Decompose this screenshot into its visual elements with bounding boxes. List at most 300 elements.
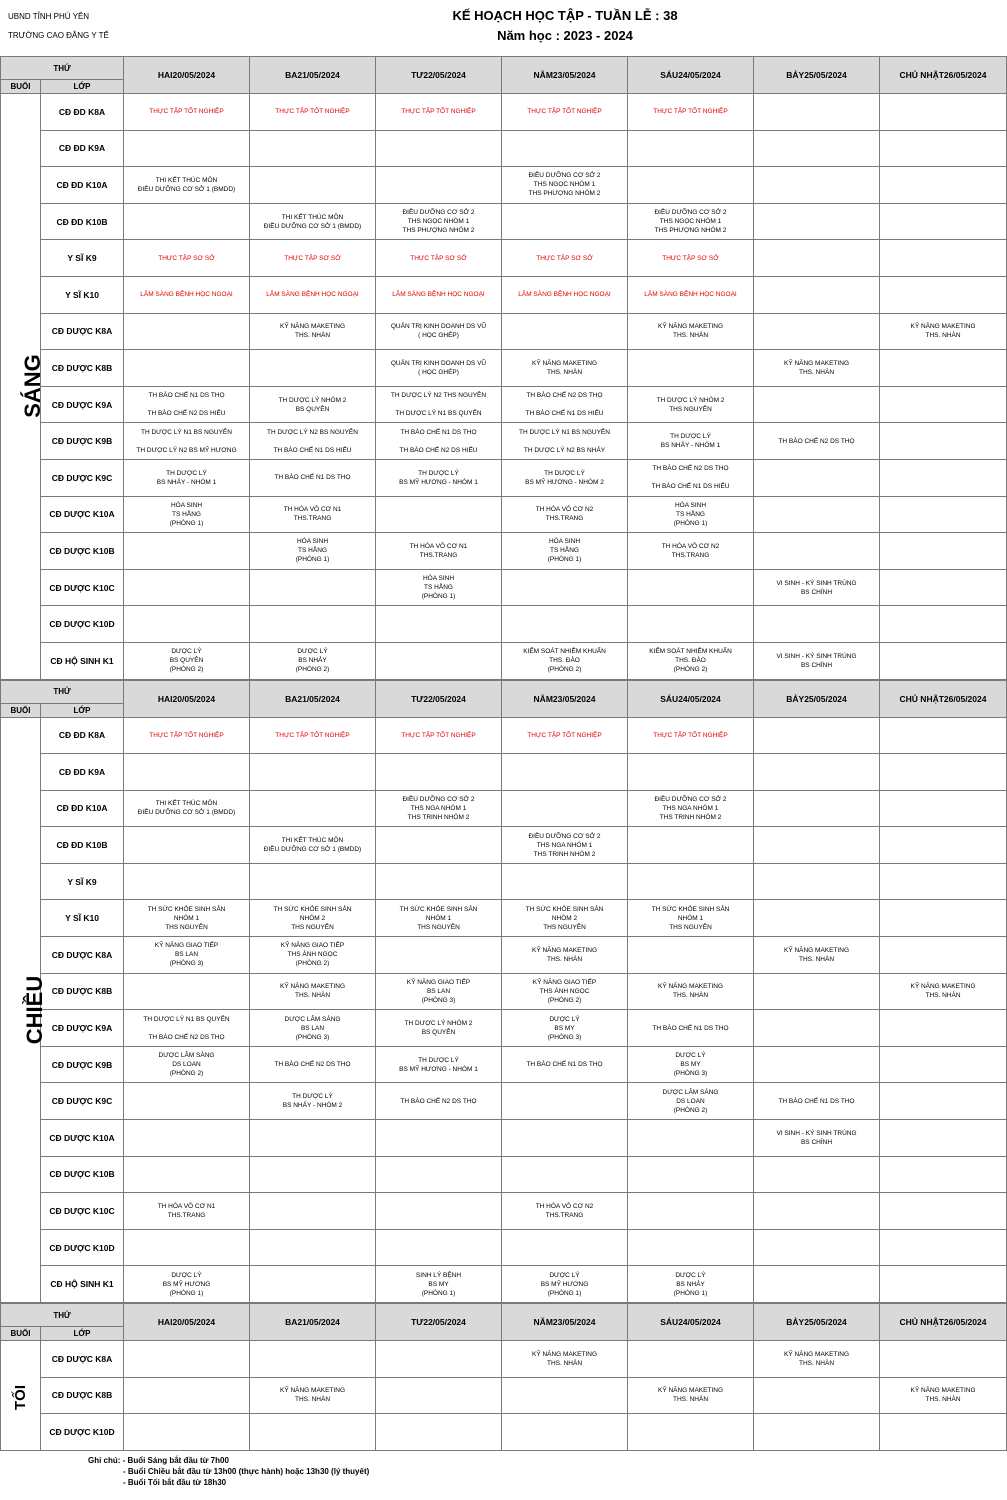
cell-line: DƯỢC LÝ xyxy=(549,1015,580,1023)
schedule-cell xyxy=(124,754,250,791)
cell-line: (PHÒNG 1) xyxy=(169,519,204,527)
class-name: CĐ DƯỢC K9A xyxy=(41,386,124,423)
cell-line: THS. NHÀN xyxy=(672,332,709,340)
cell-line: TH BÀO CHẾ N1 DS HIẾU xyxy=(273,446,352,454)
schedule-cell xyxy=(502,1156,628,1193)
day-header-row xyxy=(1,57,1007,80)
day-header xyxy=(880,680,1007,717)
cell-line: (PHÒNG 2) xyxy=(673,666,708,674)
schedule-cell xyxy=(376,1120,502,1157)
class-name: CĐ DƯỢC K10A xyxy=(41,496,124,533)
cell-line: TH BÀO CHẾ N2 DS THỌ xyxy=(526,392,603,400)
cell-line: THS. NHÀN xyxy=(798,1359,835,1367)
cell-line: THI KẾT THÚC MÔN xyxy=(281,837,344,845)
schedule-cell xyxy=(250,313,376,350)
cell-line: THS NGA NHÓM 1 xyxy=(536,841,593,849)
day-date: 22/05/2024 xyxy=(423,693,466,704)
schedule-cell xyxy=(502,717,628,754)
schedule-cell xyxy=(754,1377,880,1414)
schedule-cell xyxy=(250,1120,376,1157)
cell-line: (PHÒNG 1) xyxy=(421,1289,456,1297)
schedule-cell xyxy=(502,569,628,606)
schedule-cell xyxy=(502,1341,628,1378)
table-row xyxy=(1,313,1007,350)
schedule-cell xyxy=(628,1266,754,1303)
schedule-cell xyxy=(124,533,250,570)
cell-line: BS MỸ HƯƠNG - NHÓM 1 xyxy=(399,478,478,486)
schedule-cell xyxy=(754,1341,880,1378)
schedule-cell xyxy=(880,1229,1007,1266)
schedule-table-2 xyxy=(0,680,1007,1304)
table-row xyxy=(1,386,1007,423)
schedule-cell xyxy=(628,1414,754,1451)
schedule-cell xyxy=(124,203,250,240)
schedule-cell xyxy=(376,900,502,937)
cell-line: TH BÀO CHẾ N1 DS THỌ xyxy=(148,392,225,400)
schedule-cell xyxy=(250,423,376,460)
schedule-cell xyxy=(376,203,502,240)
schedule-cell xyxy=(376,533,502,570)
schedule-cell xyxy=(880,423,1007,460)
cell-line: BS QUYÊN xyxy=(295,405,330,413)
cell-line: ĐIỀU DƯỠNG CƠ SỞ 2 xyxy=(528,832,601,840)
schedule-cell xyxy=(124,1010,250,1047)
schedule-cell xyxy=(376,1341,502,1378)
schedule-cell xyxy=(754,1229,880,1266)
cell-spacer xyxy=(124,400,249,409)
cell-line: DƯỢC LÂM SÀNG xyxy=(284,1015,341,1023)
cell-line: TH SỨC KHỎE SINH SẢN xyxy=(147,905,226,913)
schedule-cell xyxy=(880,827,1007,864)
cell-line: HÓA SINH xyxy=(296,538,329,546)
cell-line: THS. NHÀN xyxy=(546,1359,583,1367)
schedule-cell xyxy=(250,276,376,313)
schedule-cell xyxy=(502,1266,628,1303)
thu-label: THỨ xyxy=(1,680,124,703)
schedule-cell xyxy=(628,1120,754,1157)
schedule-cell xyxy=(880,1083,1007,1120)
cell-line: THỰC TẬP SƠ SỞ xyxy=(284,254,341,262)
schedule-cell xyxy=(880,717,1007,754)
cell-line: HÓA SINH xyxy=(422,575,455,583)
cell-line: THS. NHÀN xyxy=(546,955,583,963)
cell-line: ĐIỀU DƯỠNG CƠ SỞ 1 (BMDD) xyxy=(137,809,236,817)
schedule-cell xyxy=(880,937,1007,974)
day-name: HAI xyxy=(157,1317,173,1327)
schedule-cell xyxy=(250,167,376,204)
cell-line: NHÓM 1 xyxy=(425,914,452,922)
class-name: CĐ DƯỢC K8B xyxy=(41,973,124,1010)
cell-line: THỰC TẬP TỐT NGHIỆP xyxy=(653,731,728,739)
cell-line: DƯỢC LÝ xyxy=(675,1052,706,1060)
schedule-cell xyxy=(628,900,754,937)
day-date: 25/05/2024 xyxy=(804,1317,847,1327)
schedule-cell xyxy=(628,167,754,204)
table-row xyxy=(1,606,1007,643)
schedule-cell xyxy=(502,167,628,204)
cell-line: THỰC TẬP SƠ SỞ xyxy=(158,254,215,262)
table-row xyxy=(1,754,1007,791)
table-row xyxy=(1,1341,1007,1378)
cell-line: (PHÒNG 3) xyxy=(673,1070,708,1078)
cell-line: THS. NHÀN xyxy=(798,368,835,376)
schedule-cell xyxy=(502,350,628,387)
schedule-cell xyxy=(502,203,628,240)
schedule-cell xyxy=(880,1266,1007,1303)
cell-line: THS NGỌC NHÓM 1 xyxy=(407,218,470,226)
cell-line: DƯỢC LÝ xyxy=(675,1271,706,1279)
schedule-cell xyxy=(250,533,376,570)
day-name: BẢY xyxy=(786,1317,805,1327)
schedule-cell xyxy=(376,496,502,533)
cell-line: (PHÒNG 1) xyxy=(295,556,330,564)
schedule-cell xyxy=(502,496,628,533)
cell-line: TH DƯỢC LÝ N2 BS NGUYÊN xyxy=(267,428,358,436)
schedule-cell xyxy=(628,313,754,350)
day-name: TƯ xyxy=(411,1317,424,1327)
class-name: Y SĨ K10 xyxy=(41,276,124,313)
schedule-cell xyxy=(628,496,754,533)
schedule-cell xyxy=(754,386,880,423)
schedule-cell xyxy=(250,863,376,900)
schedule-cell xyxy=(628,459,754,496)
schedule-cell xyxy=(124,313,250,350)
table-row xyxy=(1,459,1007,496)
cell-line: BS MY xyxy=(680,1061,701,1069)
cell-line: THS.TRANG xyxy=(167,1212,206,1220)
schedule-cell xyxy=(124,1414,250,1451)
schedule-cell xyxy=(124,900,250,937)
schedule-cell xyxy=(880,240,1007,277)
day-name: CHỦ NHẬT xyxy=(899,1317,944,1327)
cell-line: THỰC TẬP TỐT NGHIỆP xyxy=(149,108,224,116)
cell-line: THS TRINH NHÓM 2 xyxy=(659,813,722,821)
schedule-cell xyxy=(628,533,754,570)
table-row xyxy=(1,1010,1007,1047)
cell-line: THỰC TẬP TỐT NGHIỆP xyxy=(401,108,476,116)
class-name: CĐ DƯỢC K9C xyxy=(41,1083,124,1120)
schedule-cell xyxy=(754,1156,880,1193)
cell-line: VI SINH - KÝ SINH TRÙNG xyxy=(776,652,857,660)
thu-label: THỨ xyxy=(1,57,124,80)
schedule-cell xyxy=(628,1341,754,1378)
cell-line: BS MỸ HƯƠNG - NHÓM 1 xyxy=(399,1065,478,1073)
schedule-cell xyxy=(250,350,376,387)
cell-line: ĐIỀU DƯỠNG CƠ SỞ 2 xyxy=(402,209,475,217)
cell-line: THS NGA NHÓM 1 xyxy=(662,804,719,812)
schedule-cell xyxy=(502,1193,628,1230)
schedule-cell xyxy=(628,606,754,643)
day-header xyxy=(880,57,1007,94)
cell-line: TH BÀO CHẾ N2 DS THỌ xyxy=(400,1097,477,1105)
session-label xyxy=(1,94,45,680)
cell-line: (PHÒNG 3) xyxy=(547,1033,582,1041)
cell-line: ĐIỀU DƯỠNG CƠ SỞ 1 (BMDD) xyxy=(263,846,362,854)
class-name: CĐ ĐD K9A xyxy=(41,754,124,791)
schedule-cell xyxy=(124,459,250,496)
schedule-cell xyxy=(754,827,880,864)
cell-line: TH BÀO CHẾ N1 DS HIẾU xyxy=(651,483,730,491)
table-row xyxy=(1,203,1007,240)
footer-notes xyxy=(88,1455,369,1488)
session-name: CHIỀU xyxy=(22,975,48,1044)
schedule-cell xyxy=(124,1341,250,1378)
lop-label: LỚP xyxy=(41,80,124,94)
schedule-cell xyxy=(502,827,628,864)
day-header xyxy=(754,680,880,717)
schedule-cell xyxy=(502,1414,628,1451)
day-name: CHỦ NHẬT xyxy=(899,693,944,704)
schedule-cell xyxy=(124,386,250,423)
schedule-cell xyxy=(376,459,502,496)
schedule-cell xyxy=(376,167,502,204)
cell-line: (PHÒNG 2) xyxy=(547,996,582,1004)
class-name: Y SĨ K9 xyxy=(41,863,124,900)
day-date: 20/05/2024 xyxy=(172,1317,216,1327)
cell-line: THS. NHÀN xyxy=(672,1396,709,1404)
schedule-cell xyxy=(628,790,754,827)
buoi-label: BUỔI xyxy=(1,703,41,717)
schedule-cell xyxy=(880,459,1007,496)
schedule-cell xyxy=(628,423,754,460)
schedule-cell xyxy=(628,1083,754,1120)
cell-spacer xyxy=(124,1024,249,1033)
schedule-cell xyxy=(250,1156,376,1193)
cell-line: TH DƯỢC LÝ xyxy=(166,469,207,477)
schedule-cell xyxy=(376,276,502,313)
cell-line: (PHÒNG 3) xyxy=(421,996,456,1004)
cell-line: THS. NHÀN xyxy=(294,332,331,340)
schedule-cell xyxy=(376,386,502,423)
cell-line: ĐIỀU DƯỠNG CƠ SỞ 1 (BMDD) xyxy=(263,222,362,230)
schedule-cell xyxy=(754,496,880,533)
schedule-cell xyxy=(376,423,502,460)
table-row xyxy=(1,240,1007,277)
session-name: TỐI xyxy=(12,1385,29,1411)
cell-line: TS HẰNG xyxy=(550,547,579,555)
schedule-cell xyxy=(628,1193,754,1230)
table-row xyxy=(1,423,1007,460)
schedule-cell xyxy=(250,606,376,643)
schedule-cell xyxy=(754,1266,880,1303)
class-name: CĐ ĐD K8A xyxy=(41,717,124,754)
schedule-cell xyxy=(880,203,1007,240)
table-row xyxy=(1,1266,1007,1303)
schedule-cell xyxy=(124,937,250,974)
schedule-cell xyxy=(502,937,628,974)
schedule-cell xyxy=(376,973,502,1010)
schedule-cell xyxy=(754,1414,880,1451)
table-row xyxy=(1,642,1007,679)
schedule-cell xyxy=(376,569,502,606)
schedule-cell xyxy=(880,1414,1007,1451)
schedule-cell xyxy=(754,973,880,1010)
cell-line: BS MY xyxy=(428,1280,449,1288)
cell-spacer xyxy=(376,400,501,409)
schedule-cell xyxy=(502,642,628,679)
cell-line: BS NHẢY - NHÓM 1 xyxy=(156,478,217,486)
schedule-cell xyxy=(628,754,754,791)
day-date: 24/05/2024 xyxy=(678,1317,721,1327)
schedule-cell xyxy=(754,240,880,277)
schedule-cell xyxy=(376,350,502,387)
schedule-cell xyxy=(628,130,754,167)
schedule-cell xyxy=(754,863,880,900)
cell-line: KỸ NĂNG MAKETING xyxy=(279,323,345,331)
class-name: CĐ ĐD K8A xyxy=(41,94,124,131)
schedule-cell xyxy=(880,1341,1007,1378)
cell-line: LÂM SÀNG BỆNH HỌC NGOẠI xyxy=(266,291,359,299)
cell-line: THS. NHÀN xyxy=(546,368,583,376)
cell-line: (PHÒNG 2) xyxy=(295,960,330,968)
footer-note-line: Ghi chú: - Buổi Sáng bắt đầu từ 7h00 xyxy=(88,1456,229,1465)
table-row xyxy=(1,900,1007,937)
session-label xyxy=(1,1341,41,1451)
cell-line: SINH LÝ BỆNH xyxy=(415,1271,462,1279)
schedule-cell xyxy=(124,1083,250,1120)
cell-line: THS. NHÀN xyxy=(672,992,709,1000)
schedule-cell xyxy=(250,203,376,240)
cell-spacer xyxy=(250,437,375,446)
cell-line: HÓA SINH xyxy=(170,501,203,509)
org-line-1: UBND TỈNH PHÚ YÊN xyxy=(8,12,90,21)
cell-line: BS NHẢY xyxy=(676,1280,705,1288)
cell-line: THI KẾT THÚC MÔN xyxy=(155,800,218,808)
day-name: NĂM xyxy=(533,693,553,704)
class-name: CĐ DƯỢC K8A xyxy=(41,1341,124,1378)
schedule-cell xyxy=(376,863,502,900)
cell-spacer xyxy=(124,437,249,446)
cell-line: BS NHẢY xyxy=(298,657,327,665)
cell-line: KỸ NĂNG MAKETING xyxy=(531,946,597,954)
cell-line: TH BÀO CHẾ N2 DS HIẾU xyxy=(399,446,478,454)
cell-line: TS HẰNG xyxy=(298,547,327,555)
schedule-cell xyxy=(124,276,250,313)
cell-line: BS CHÍNH xyxy=(800,661,833,669)
day-name: BẢY xyxy=(786,693,805,704)
schedule-cell xyxy=(124,642,250,679)
lop-label: LỚP xyxy=(41,1327,124,1341)
schedule-cell xyxy=(628,569,754,606)
schedule-cell xyxy=(880,973,1007,1010)
cell-line: DƯỢC LÂM SÀNG xyxy=(158,1052,215,1060)
schedule-cell xyxy=(376,1414,502,1451)
cell-spacer xyxy=(502,400,627,409)
cell-line: THS NGA NHÓM 1 xyxy=(410,804,467,812)
table-row xyxy=(1,569,1007,606)
lop-label: LỚP xyxy=(41,703,124,717)
cell-line: DƯỢC LÝ xyxy=(171,1271,202,1279)
class-name: CĐ ĐD K10B xyxy=(41,827,124,864)
schedule-cell xyxy=(124,1266,250,1303)
schedule-cell xyxy=(502,423,628,460)
schedule-cell xyxy=(880,754,1007,791)
schedule-cell xyxy=(754,900,880,937)
cell-line: (PHÒNG 2) xyxy=(169,1070,204,1078)
cell-line: TS HẰNG xyxy=(676,510,705,518)
day-date: 20/05/2024 xyxy=(172,70,216,80)
cell-line: NHÓM 1 xyxy=(173,914,200,922)
schedule-cell xyxy=(376,1046,502,1083)
table-row xyxy=(1,1229,1007,1266)
schedule-cell xyxy=(124,423,250,460)
cell-line: TH BÀO CHẾ N2 DS HIẾU xyxy=(147,410,226,418)
cell-line: TH DƯỢC LÝ N1 BS NGUYÊN xyxy=(141,428,232,436)
schedule-cell xyxy=(628,717,754,754)
cell-line: BS CHÍNH xyxy=(800,588,833,596)
schedule-cell xyxy=(124,1120,250,1157)
cell-line: TH HÓA VÔ CƠ N1 xyxy=(283,506,342,514)
day-date: 23/05/2024 xyxy=(552,693,596,704)
cell-line: THỰC TẬP SƠ SỞ xyxy=(536,254,593,262)
schedule-cell xyxy=(124,1193,250,1230)
cell-line: DƯỢC LÝ xyxy=(171,648,202,656)
cell-line: THS.TRANG xyxy=(545,1212,584,1220)
cell-line: (PHÒNG 2) xyxy=(547,666,582,674)
schedule-cell xyxy=(754,642,880,679)
cell-line: TH SỨC KHỎE SINH SẢN xyxy=(651,905,730,913)
cell-line: LÂM SÀNG BỆNH HỌC NGOẠI xyxy=(518,291,611,299)
table-row xyxy=(1,94,1007,131)
schedule-cell xyxy=(376,1229,502,1266)
cell-line: KỸ NĂNG GIAO TIẾP xyxy=(406,978,471,986)
cell-line: KỸ NĂNG MAKETING xyxy=(279,983,345,991)
cell-line: TH DƯỢC LÝ N1 BS NGUYÊN xyxy=(519,428,610,436)
day-date: 25/05/2024 xyxy=(804,693,847,704)
cell-line: TH BÀO CHẾ N2 DS THỌ xyxy=(274,1061,351,1069)
schedule-cell xyxy=(250,496,376,533)
schedule-cell xyxy=(628,973,754,1010)
schedule-cell xyxy=(628,276,754,313)
schedule-cell xyxy=(628,386,754,423)
day-name: NĂM xyxy=(533,70,553,80)
cell-line: DƯỢC LÝ xyxy=(549,1271,580,1279)
cell-line: HÓA SINH xyxy=(674,501,707,509)
schedule-cell xyxy=(124,167,250,204)
day-header xyxy=(376,57,502,94)
day-date: 24/05/2024 xyxy=(678,70,721,80)
schedule-cell xyxy=(880,606,1007,643)
day-name: CHỦ NHẬT xyxy=(899,70,944,80)
schedule-cell xyxy=(880,167,1007,204)
table-row xyxy=(1,937,1007,974)
cell-line: TH DƯỢC LÝ NHÓM 2 xyxy=(404,1020,473,1028)
day-date: 23/05/2024 xyxy=(552,1317,596,1327)
cell-line: BS LAN xyxy=(426,987,451,995)
table-row xyxy=(1,1193,1007,1230)
day-header xyxy=(250,680,376,717)
page-title: KẾ HOẠCH HỌC TẬP - TUẦN LỄ : 38 xyxy=(452,8,678,23)
day-header xyxy=(628,57,754,94)
class-name: CĐ DƯỢC K10C xyxy=(41,1193,124,1230)
cell-line: TH DƯỢC LÝ N2 BS NHẢY xyxy=(523,446,606,454)
schedule-cell xyxy=(250,386,376,423)
cell-line: KỸ NĂNG MAKETING xyxy=(910,1387,976,1395)
cell-line: TH BÀO CHẾ N1 DS THỌ xyxy=(400,428,477,436)
table-row xyxy=(1,863,1007,900)
day-date: 26/05/2024 xyxy=(943,1317,987,1327)
class-name: Y SĨ K9 xyxy=(41,240,124,277)
class-name: CĐ DƯỢC K10B xyxy=(41,533,124,570)
cell-line: KỸ NĂNG MAKETING xyxy=(531,1350,597,1358)
schedule-cell xyxy=(124,606,250,643)
schedule-cell xyxy=(628,1377,754,1414)
table-row xyxy=(1,533,1007,570)
day-header xyxy=(754,57,880,94)
cell-line: KỸ NĂNG MAKETING xyxy=(783,1350,849,1358)
class-name: CĐ DƯỢC K8B xyxy=(41,350,124,387)
cell-line: NHÓM 2 xyxy=(551,914,578,922)
